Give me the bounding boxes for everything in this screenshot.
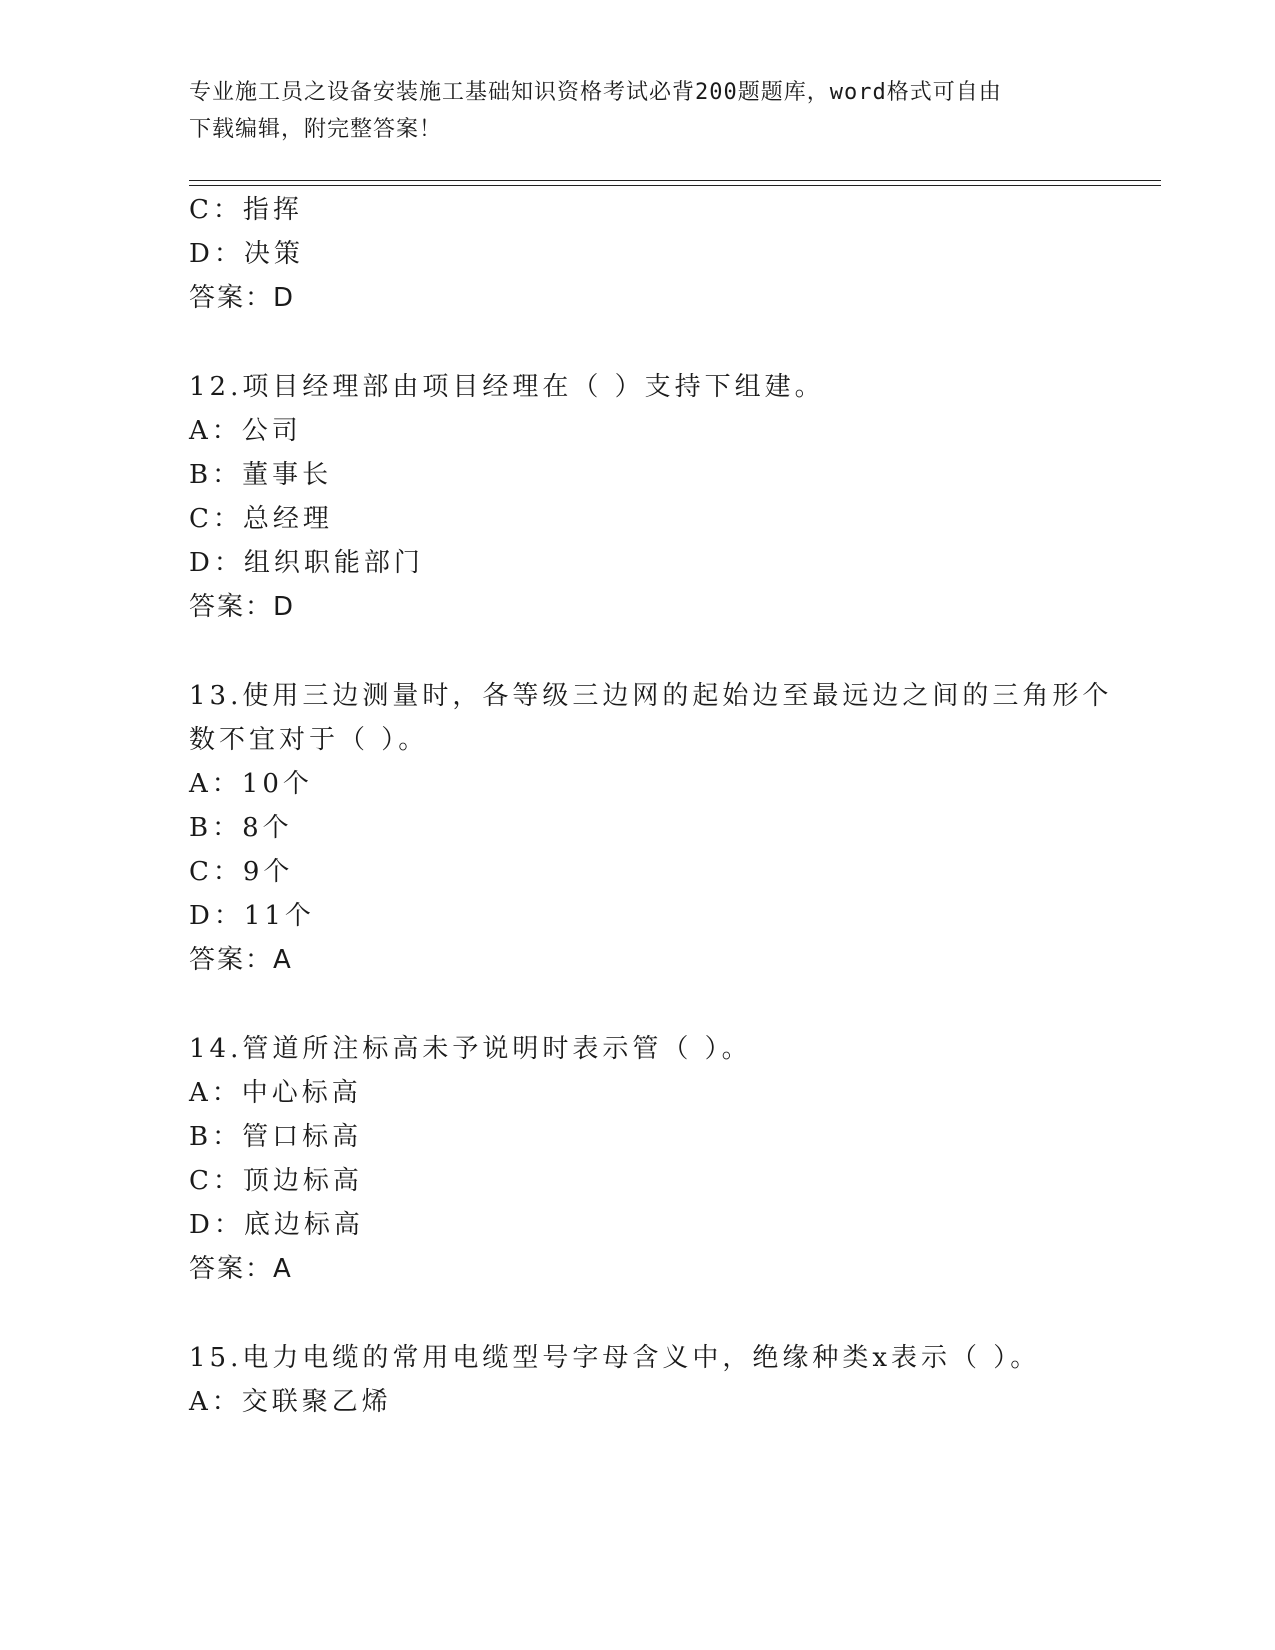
document-header xyxy=(189,74,1089,148)
question-14-answer: 答案：A xyxy=(189,1254,293,1284)
question-14-stem: 14.管道所注标高未予说明时表示管（ ）。 xyxy=(189,1034,752,1064)
question-12-option-b: B：董事长 xyxy=(189,460,333,490)
question-13-option-d: D：11个 xyxy=(189,901,315,931)
prev-option-c: C：指挥 xyxy=(189,195,303,225)
question-14-option-b: B：管口标高 xyxy=(189,1122,363,1152)
header-line-2: 下载编辑，附完整答案！ xyxy=(189,117,443,142)
question-14-option-a: A：中心标高 xyxy=(189,1078,362,1108)
question-13-option-b: B：8个 xyxy=(189,813,293,843)
question-12-answer: 答案：D xyxy=(189,592,296,622)
prev-answer: 答案：D xyxy=(189,283,296,313)
header-line-1: 专业施工员之设备安装施工基础知识资格考试必背200题题库，word格式可自由 xyxy=(189,80,1002,105)
header-divider-top xyxy=(189,180,1161,181)
question-12-option-c: C：总经理 xyxy=(189,504,333,534)
question-14-option-d: D：底边标高 xyxy=(189,1210,364,1240)
question-14-option-c: C：顶边标高 xyxy=(189,1166,363,1196)
question-13-stem-line-2: 数不宜对于（ ）。 xyxy=(189,725,429,755)
question-12-option-a: A：公司 xyxy=(189,416,302,446)
question-13-option-c: C：9个 xyxy=(189,857,294,887)
question-13-answer: 答案：A xyxy=(189,945,293,975)
question-12-stem: 12.项目经理部由项目经理在（ ）支持下组建。 xyxy=(189,372,825,402)
question-13-option-a: A：10个 xyxy=(189,769,313,799)
question-13-stem-line-1: 13.使用三边测量时，各等级三边网的起始边至最远边之间的三角形个 xyxy=(189,681,1113,711)
header-divider-bottom xyxy=(189,185,1161,186)
question-15-option-a: A：交联聚乙烯 xyxy=(189,1387,392,1417)
prev-option-d: D：决策 xyxy=(189,239,304,269)
question-12-option-d: D：组织职能部门 xyxy=(189,548,424,578)
question-15-stem: 15.电力电缆的常用电缆型号字母含义中，绝缘种类x表示（ ）。 xyxy=(189,1343,1041,1373)
